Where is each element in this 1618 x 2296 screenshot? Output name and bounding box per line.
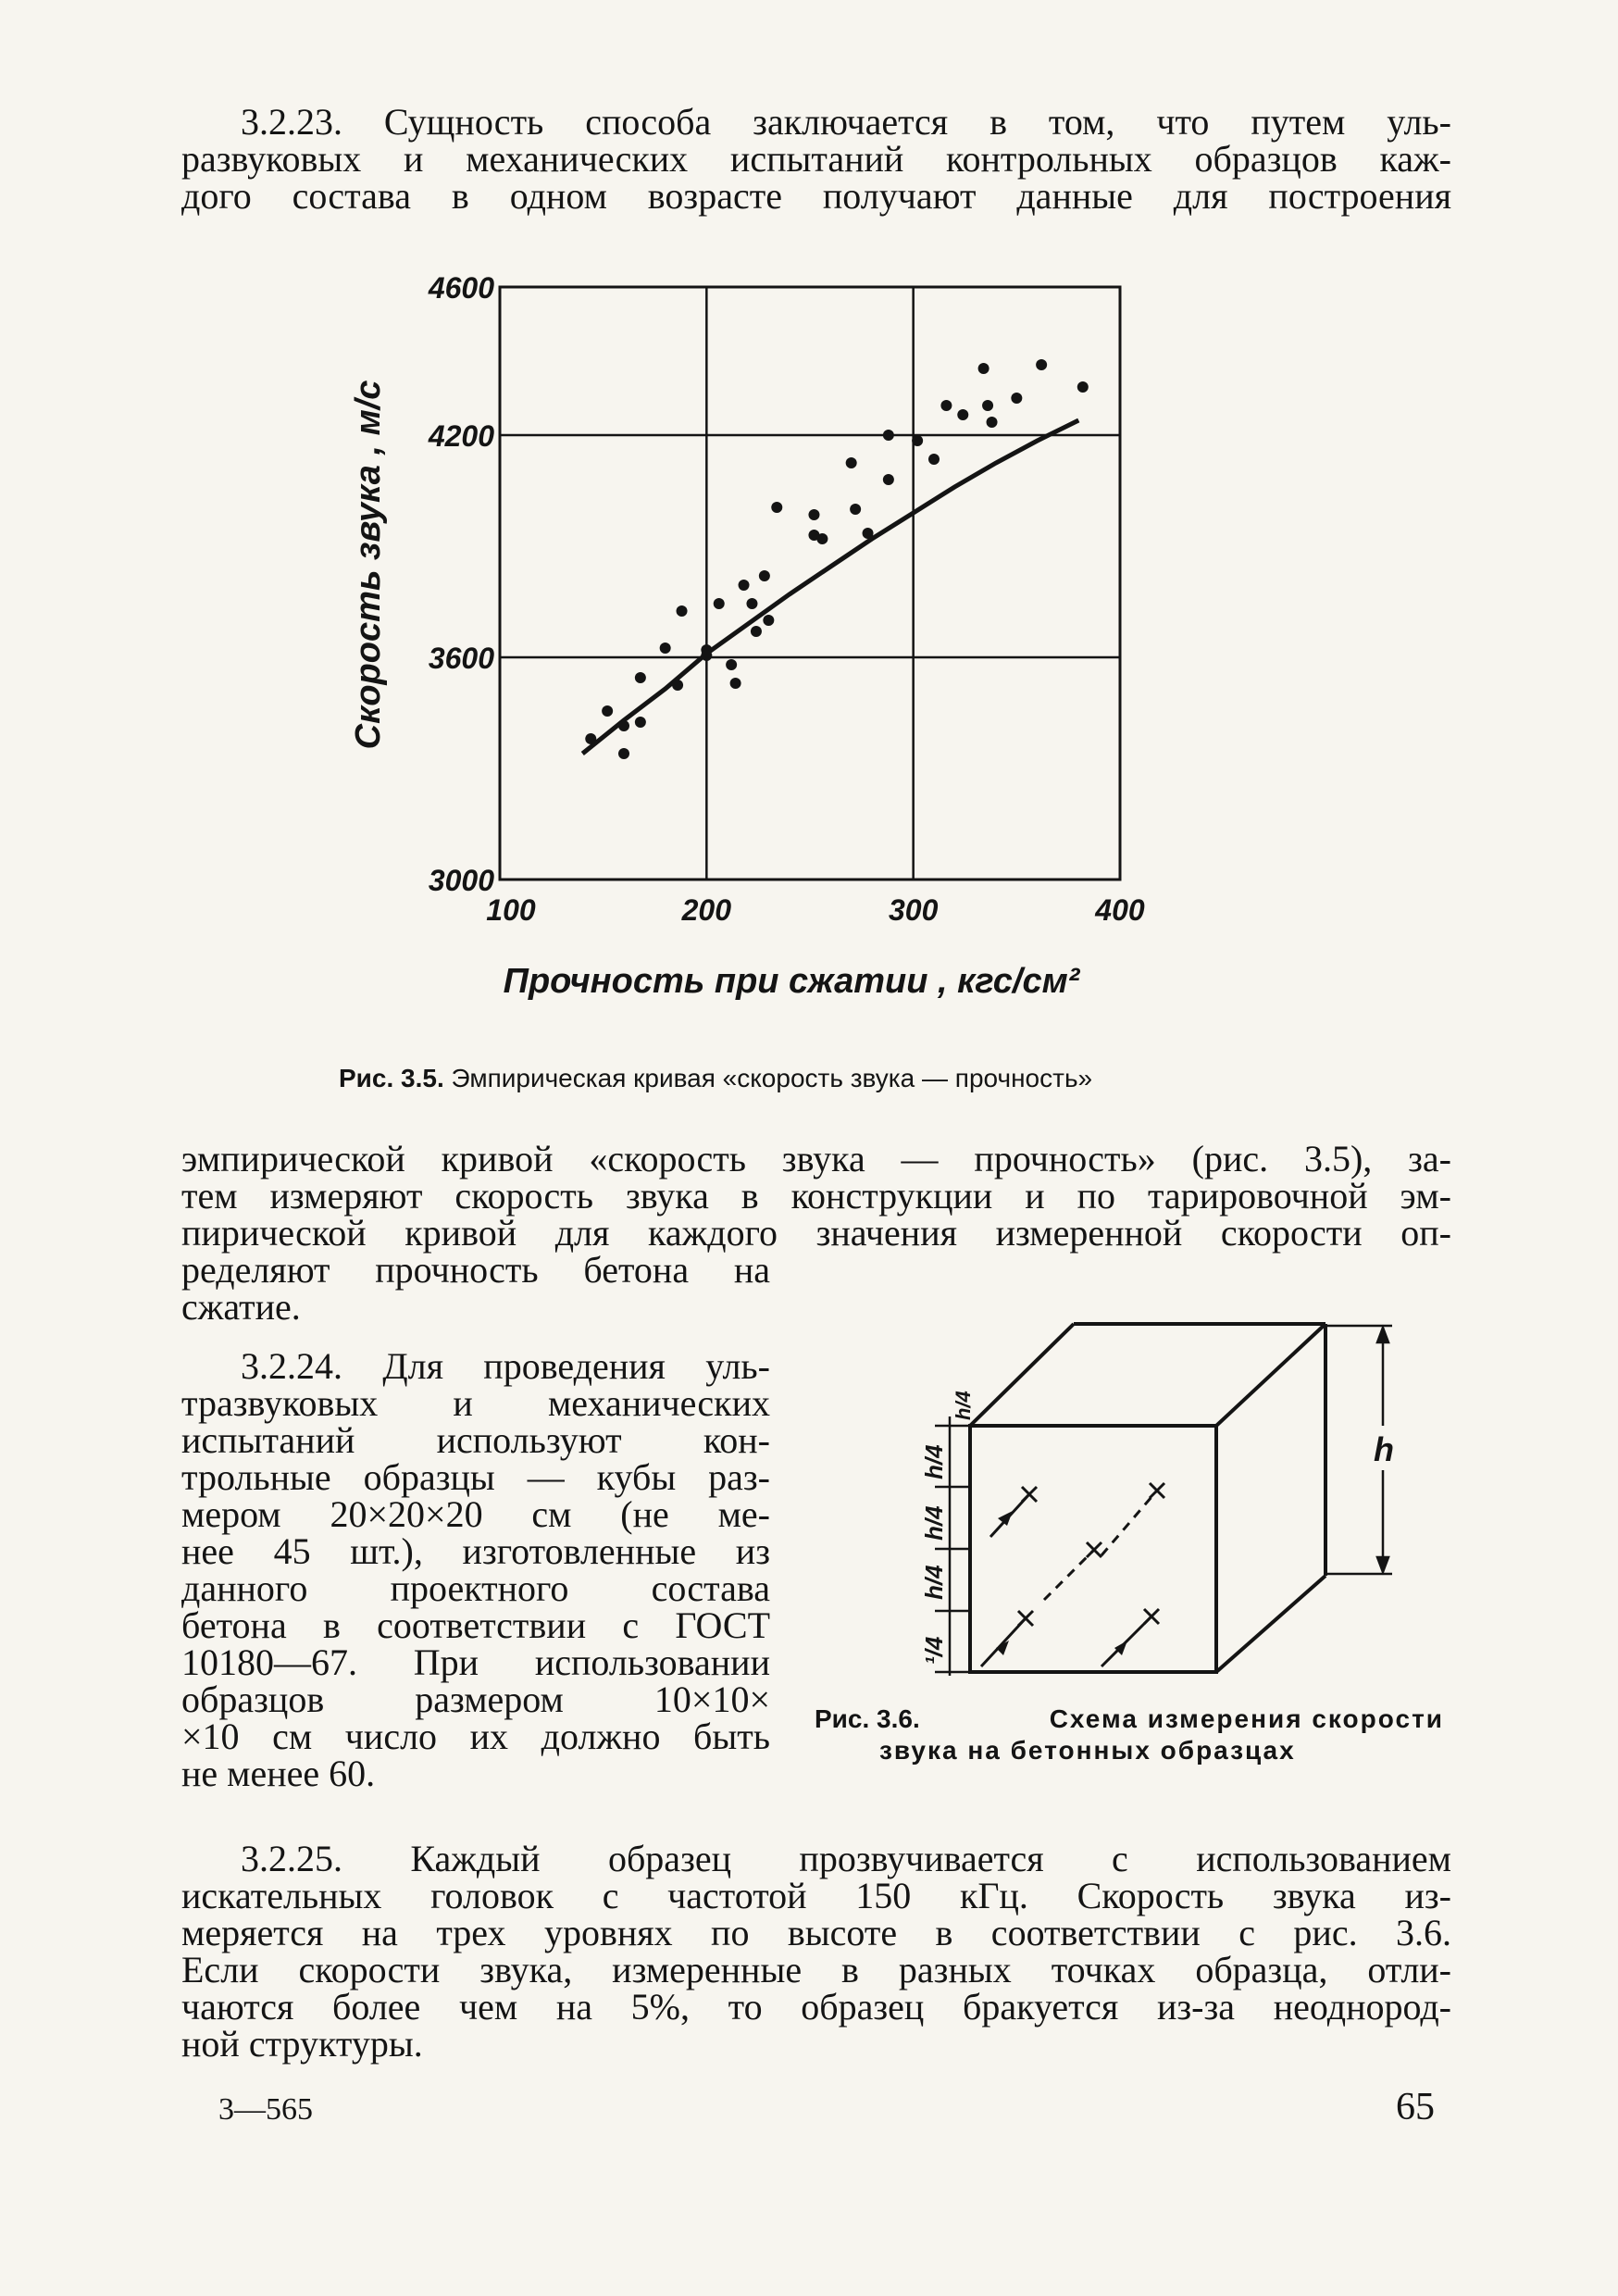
page-number: 65 — [1396, 2086, 1435, 2128]
cross-marker — [1018, 1611, 1033, 1626]
figure-3-6-caption — [815, 1703, 1444, 1766]
label-h4: h/4 — [920, 1505, 948, 1541]
data-point — [635, 717, 646, 728]
text-line: 3.2.24. Для проведения уль- — [241, 1345, 770, 1387]
data-point — [940, 400, 952, 411]
data-point — [816, 533, 828, 544]
data-point — [618, 720, 629, 731]
text-line: искательных головок с частотой 150 кГц. Скорость звука из- — [181, 1875, 1451, 1916]
data-point — [751, 626, 762, 637]
data-point — [912, 435, 923, 446]
data-point — [982, 400, 993, 411]
data-point — [957, 409, 968, 420]
text-line: не менее 60. — [181, 1753, 376, 1794]
text-line: тразвуковых и механических — [181, 1382, 770, 1424]
data-point — [660, 643, 671, 654]
text-line: чаются более чем на 5%, то образец бракуется из-за неоднород- — [181, 1986, 1451, 2028]
data-point — [746, 598, 757, 609]
figure-3-5-text: Эмпирическая кривая «скорость звука — прочность» — [451, 1064, 1093, 1092]
figure-3-6-line2: звука на бетонных образцах — [879, 1736, 1296, 1765]
text-line: бетона в соответствии с ГОСТ — [181, 1604, 770, 1646]
text-line: образцов размером 10×10× — [181, 1678, 770, 1720]
cube-edge — [1216, 1324, 1326, 1426]
data-point — [763, 615, 774, 626]
data-point — [928, 454, 940, 465]
text-line: ×10 см число их должно быть — [181, 1716, 770, 1757]
text-line: 3.2.23. Сущность способа заключается в том, что путем уль- — [241, 101, 1451, 143]
data-point — [1011, 393, 1022, 404]
data-point — [635, 672, 646, 683]
x-tick-label: 100 — [486, 893, 536, 927]
figure-3-6-cube-diagram — [833, 1305, 1425, 1694]
text-line: меряется на трех уровнях по высоте в соответствии с рис. 3.6. — [181, 1912, 1451, 1953]
fitted-curve — [582, 420, 1078, 754]
data-point — [771, 502, 782, 513]
text-line: мером 20×20×20 см (не ме- — [181, 1493, 770, 1535]
y-tick-label: 4600 — [428, 271, 494, 305]
figure-3-5-chart — [342, 268, 1287, 1018]
text-line: ной структуры. — [181, 2023, 423, 2065]
text-line: испытаний используют кон- — [181, 1419, 770, 1461]
paragraph-3-2-23-start — [181, 101, 1451, 217]
data-point — [726, 659, 737, 670]
data-point — [1077, 381, 1089, 393]
data-point — [863, 528, 874, 539]
data-point — [730, 678, 741, 689]
data-point — [1036, 359, 1047, 370]
data-point — [739, 580, 750, 591]
arrowhead — [998, 1511, 1013, 1526]
measurement-path-upper-right — [1101, 1491, 1157, 1555]
measurement-path-middle — [1044, 1550, 1094, 1600]
data-point — [846, 457, 857, 468]
x-tick-label: 300 — [888, 893, 939, 927]
data-point — [883, 474, 894, 485]
label-quarter: ¹/4 — [920, 1636, 948, 1665]
data-point — [759, 570, 770, 581]
data-point — [714, 598, 725, 609]
paragraph-3-2-25 — [181, 1838, 1451, 2065]
cross-marker — [1087, 1542, 1101, 1557]
cube-edge — [1216, 1576, 1326, 1672]
text-line: тем измеряют скорость звука в конструкции и по тарировочной эм- — [181, 1175, 1451, 1217]
data-point — [618, 748, 629, 759]
x-axis-label: Прочность при сжатии , кгс/см² — [503, 962, 1080, 1001]
data-point — [987, 417, 998, 428]
text-line: дого состава в одном возрасте получают данные для построения — [181, 175, 1451, 217]
label-h4-top: h/4 — [952, 1391, 975, 1420]
text-line: эмпирической кривой «скорость звука — прочность» (рис. 3.5), за- — [181, 1138, 1451, 1179]
text-line: трольные образцы — кубы раз- — [181, 1456, 770, 1498]
cross-marker — [1144, 1609, 1159, 1624]
cube-edge — [970, 1324, 1074, 1426]
y-tick-label: 3000 — [428, 864, 494, 897]
text-line: данного проектного состава — [181, 1567, 770, 1609]
data-point — [677, 605, 688, 617]
cross-marker — [1022, 1487, 1037, 1502]
x-tick-label: 400 — [1095, 893, 1145, 927]
text-line: 3.2.25. Каждый образец прозвучивается с использованием — [241, 1838, 1451, 1879]
figure-3-5-caption — [339, 1063, 1311, 1094]
label-h4: h/4 — [920, 1444, 948, 1479]
y-tick-label: 4200 — [428, 419, 494, 453]
data-point — [978, 363, 989, 374]
y-axis-label: Скорость звука , м/с — [349, 380, 388, 750]
figure-3-6-number: Рис. 3.6. — [815, 1704, 920, 1733]
label-h: h — [1374, 1430, 1394, 1468]
data-point — [850, 504, 861, 515]
text-line: развуковых и механических испытаний контрольных образцов каж- — [181, 138, 1451, 180]
cross-marker — [1150, 1483, 1164, 1498]
x-tick-label: 200 — [681, 893, 732, 927]
data-point — [701, 650, 712, 661]
y-tick-label: 3600 — [428, 642, 494, 675]
arrowhead — [1377, 1328, 1388, 1342]
data-point — [602, 705, 613, 717]
label-h4: h/4 — [920, 1565, 948, 1600]
text-line: нее 45 шт.), изготовленные из — [181, 1530, 770, 1572]
text-line: Если скорости звука, измеренные в разных точках образца, отли- — [181, 1949, 1451, 1990]
arrowhead — [1377, 1557, 1388, 1572]
paragraph-3-2-23-end — [181, 1138, 1451, 1254]
data-point — [883, 430, 894, 441]
paragraph-3-2-24 — [181, 1345, 770, 1794]
text-line: 10180—67. При использовании — [181, 1641, 770, 1683]
paragraph-3-2-23-tail — [181, 1249, 770, 1328]
text-line: сжатие. — [181, 1286, 301, 1328]
figure-3-6-line1: Схема измерения скорости — [1049, 1704, 1444, 1733]
data-point — [585, 733, 596, 744]
text-line: ределяют прочность бетона на — [181, 1249, 770, 1291]
data-point — [808, 509, 819, 520]
figure-3-5-number: Рис. 3.5. — [339, 1064, 444, 1092]
footer-code: 3—565 — [218, 2092, 313, 2127]
text-line: пирической кривой для каждого значения измеренной скорости оп- — [181, 1212, 1451, 1254]
data-point — [672, 680, 683, 691]
